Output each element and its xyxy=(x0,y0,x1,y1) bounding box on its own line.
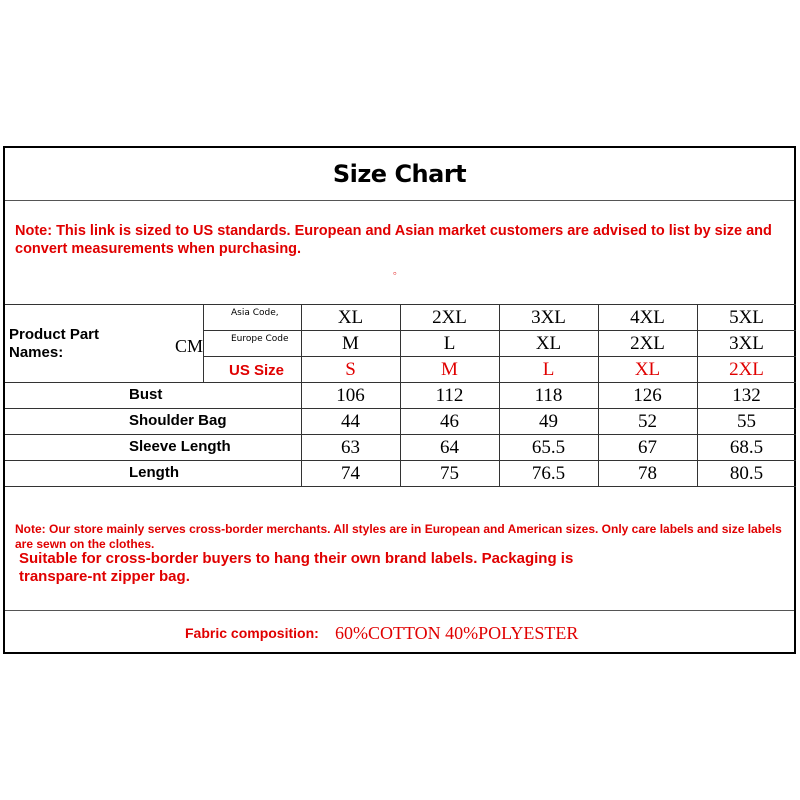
measurement-label-bust: Bust xyxy=(129,386,163,403)
bust-value: 112 xyxy=(435,384,464,406)
sleeve-value: 68.5 xyxy=(729,436,764,458)
bust-value: 126 xyxy=(633,384,662,406)
length-value: 75 xyxy=(440,462,459,484)
measurement-label-shoulder: Shoulder Bag xyxy=(129,412,227,429)
shoulder-value: 55 xyxy=(737,410,756,432)
measurement-label-sleeve: Sleeve Length xyxy=(129,438,231,455)
measurement-label-length: Length xyxy=(129,464,179,481)
fabric-composition-row xyxy=(5,610,794,655)
europe-size-cell: 3XL xyxy=(729,332,764,354)
us-size-cell: 2XL xyxy=(729,358,764,380)
europe-code-label: Europe Code xyxy=(231,334,289,344)
sleeve-value: 63 xyxy=(341,436,360,458)
us-size-cell: S xyxy=(345,358,356,380)
sleeve-value: 65.5 xyxy=(531,436,566,458)
note-mark: 。 xyxy=(393,266,403,277)
length-value: 74 xyxy=(341,462,360,484)
asia-code-label: Asia Code, xyxy=(231,308,279,318)
europe-size-cell: L xyxy=(443,332,456,354)
length-value: 80.5 xyxy=(729,462,764,484)
store-note: Note: Our store mainly serves cross-border merchants. All styles are in European and American sizes. Only care labels and size labels are sewn on the clothes. xyxy=(15,522,782,551)
fabric-composition-value: 60%COTTON 40%POLYESTER xyxy=(335,623,579,643)
sleeve-value: 64 xyxy=(440,436,459,458)
bust-value: 132 xyxy=(732,384,761,406)
bust-value: 118 xyxy=(534,384,563,406)
europe-size-cell: XL xyxy=(535,332,562,354)
asia-size-cell: 5XL xyxy=(729,306,764,328)
sleeve-value: 67 xyxy=(638,436,657,458)
product-part-names-label: Product Part Names: xyxy=(9,326,100,361)
us-size-cell: XL xyxy=(634,358,661,380)
chart-title: Size Chart xyxy=(5,148,794,201)
us-size-cell: M xyxy=(441,358,458,380)
asia-size-cell: XL xyxy=(337,306,364,328)
us-size-cell: L xyxy=(542,358,555,380)
europe-size-cell: M xyxy=(342,332,359,354)
shoulder-value: 49 xyxy=(539,410,558,432)
asia-size-cell: 2XL xyxy=(432,306,467,328)
length-value: 76.5 xyxy=(531,462,566,484)
asia-size-cell: 3XL xyxy=(531,306,566,328)
europe-size-cell: 2XL xyxy=(630,332,665,354)
size-chart-frame xyxy=(3,146,796,654)
sizing-note: Note: This link is sized to US standards. European and Asian market customers are advised to list by size and convert measurements when purchasing. xyxy=(15,223,772,257)
unit-label: CM xyxy=(175,336,204,356)
shoulder-value: 44 xyxy=(341,410,360,432)
shoulder-value: 46 xyxy=(440,410,459,432)
length-value: 78 xyxy=(638,462,657,484)
us-size-label: US Size xyxy=(229,362,285,379)
asia-size-cell: 4XL xyxy=(630,306,665,328)
shoulder-value: 52 xyxy=(638,410,657,432)
size-table xyxy=(5,304,796,488)
bust-value: 106 xyxy=(336,384,365,406)
packaging-note: Suitable for cross-border buyers to hang their own brand labels. Packaging is transpare-nt zipper bag. xyxy=(19,550,574,585)
fabric-composition-label: Fabric composition: xyxy=(185,625,319,641)
